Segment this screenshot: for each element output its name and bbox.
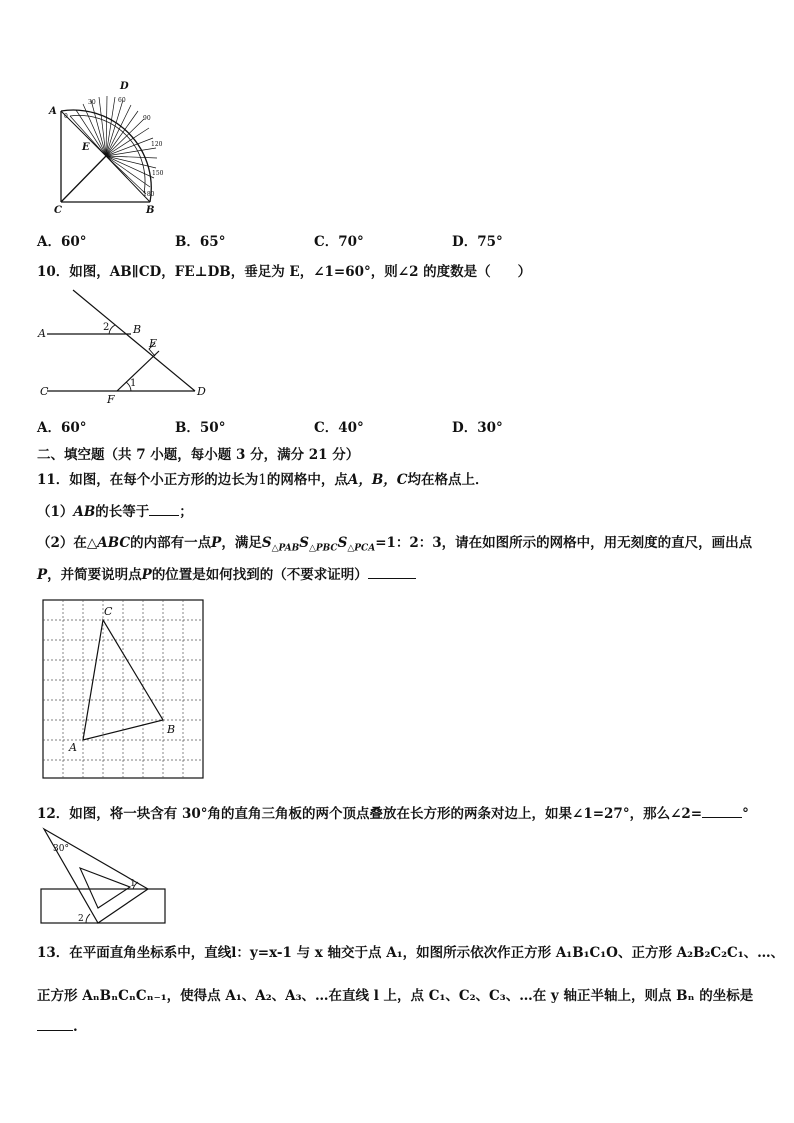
q9-label-d: D (120, 81, 129, 92)
q11-stem: 11．如图，在每个小正方形的边长为1的网格中，点A，B，C均在格点上． (37, 472, 489, 488)
q10-figure (35, 285, 215, 405)
q9-protractor-figure (40, 78, 200, 218)
q11-part2-line1: （2）在△ABC的内部有一点P，满足$S_{\triangle PAB}S_{\triangle PBC}S_{\triangle PCA}=1$：2：3，请在如图所示的网格中，用无刻度的直尺，画出点 (37, 535, 753, 554)
q9-label-b: B (146, 205, 155, 216)
q10-label-angle2: 2 (103, 322, 110, 333)
q10-label-c: C (40, 385, 49, 398)
q9-tick-0: 0 (64, 113, 68, 120)
q9-option-c: C．70° (314, 234, 364, 250)
q11-part2-line2: P，并简要说明点P的位置是如何找到的（不要求证明） (37, 563, 416, 583)
q10-label-a: A (38, 327, 46, 340)
q9-label-c: C (54, 205, 62, 216)
q11-part1: （1）AB的长等于 ； (37, 504, 193, 520)
q9-tick-150: 150 (152, 170, 164, 177)
q10-label-e: E (149, 337, 158, 350)
q9-tick-30: 30 (88, 99, 96, 106)
q11-label-a: A (69, 741, 77, 754)
q13-line2: 正方形 AₙBₙCₙCₙ₋₁，使得点 A₁、A₂、A₃、…在直线 l 上，点 C₁、C₂、C₃、…在 y 轴正半轴上，则点 Bₙ 的坐标是 (37, 988, 754, 1004)
q12-label-30deg: 30° (53, 844, 69, 854)
q13-line1: 13．在平面直角坐标系中，直线l：y=x-1 与 x 轴交于点 A₁，如图所示依次作正方形 A₁B₁C₁O、正方形 A₂B₂C₂C₁、…、 (37, 945, 785, 961)
q9-tick-180: 180 (143, 191, 155, 198)
section2-title: 二、填空题（共 7 小题，每小题 3 分，满分 21 分） (37, 447, 360, 463)
q10-stem: 10．如图，AB∥CD，FE⊥DB，垂足为 E，∠1=60°，则∠2 的度数是（ ） (37, 264, 532, 280)
q9-label-a: A (49, 106, 57, 117)
q10-label-angle1: 1 (130, 378, 137, 389)
q13-line3: . (37, 1018, 78, 1035)
q10-label-f: F (107, 393, 115, 405)
q12-label-angle1: 1 (130, 879, 136, 889)
q9-option-d: D．75° (452, 234, 503, 250)
q9-option-a: A．60° (37, 234, 87, 250)
q10-option-a: A．60° (37, 420, 87, 436)
q9-tick-120: 120 (151, 141, 163, 148)
q12-answer-blank[interactable] (702, 805, 742, 818)
q11-answer-blank-2[interactable] (368, 566, 416, 579)
q11-label-c: C (104, 605, 113, 618)
q12-stem: 12．如图，将一块含有 30°角的直角三角板的两个顶点叠放在长方形的两条对边上，如果∠1=27°，那么∠2= ° (37, 806, 749, 822)
q13-answer-blank[interactable] (37, 1018, 73, 1031)
q11-label-b: B (167, 723, 176, 736)
q11-answer-blank-1[interactable] (149, 503, 179, 516)
q12-figure (38, 826, 172, 928)
q12-label-angle2: 2 (78, 914, 84, 924)
q9-option-b: B．65° (175, 234, 226, 250)
q10-option-b: B．50° (175, 420, 226, 436)
q9-tick-60: 60 (118, 97, 126, 104)
q10-option-d: D．30° (452, 420, 503, 436)
q10-label-d: D (197, 385, 206, 398)
q10-label-b: B (133, 323, 142, 336)
q9-tick-90: 90 (143, 115, 151, 122)
q11-grid-figure (42, 599, 206, 781)
q9-label-e: E (82, 142, 90, 153)
q10-option-c: C．40° (314, 420, 364, 436)
